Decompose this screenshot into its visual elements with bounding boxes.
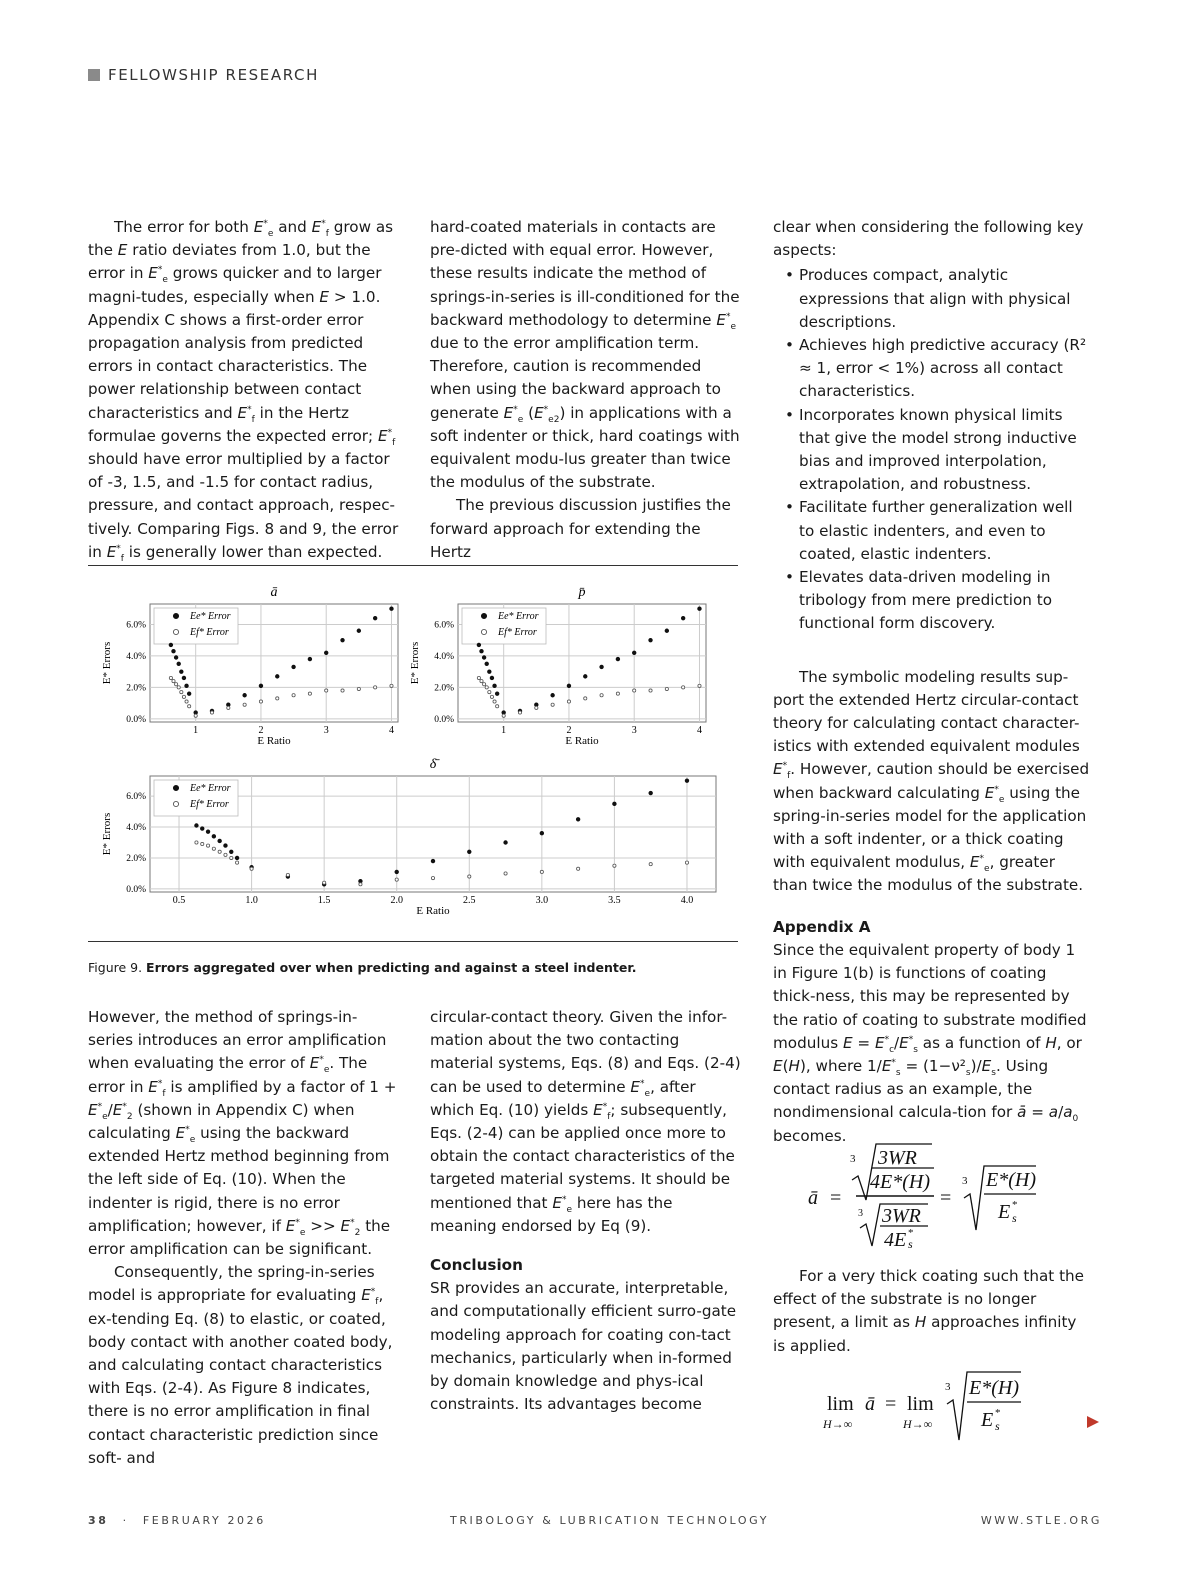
svg-text:3WR: 3WR bbox=[878, 1147, 917, 1169]
paragraph-forward-approach: The previous discussion justifies the forward approach for extending the Hertz bbox=[430, 496, 731, 561]
svg-text:lim: lim bbox=[907, 1393, 934, 1415]
x-tick-label: 0.5 bbox=[172, 895, 186, 906]
data-point-ee bbox=[224, 844, 228, 848]
data-point-ee bbox=[187, 692, 191, 696]
data-point-ef bbox=[567, 700, 570, 703]
legend-label: Ee* Error bbox=[190, 783, 231, 794]
data-point-ef bbox=[323, 881, 326, 884]
data-point-ee bbox=[482, 656, 486, 660]
data-point-ef bbox=[172, 679, 175, 682]
x-tick-label: 3.5 bbox=[608, 895, 621, 906]
data-point-ee bbox=[185, 684, 189, 688]
data-point-ee bbox=[390, 607, 394, 611]
legend-label: Ef* Error bbox=[498, 627, 537, 638]
svg-text:*: * bbox=[908, 1227, 914, 1239]
figure-top-rule bbox=[88, 565, 738, 566]
data-point-ee bbox=[229, 850, 233, 854]
data-point-ef bbox=[540, 870, 543, 873]
data-point-ee bbox=[665, 629, 669, 633]
data-point-ee bbox=[681, 616, 685, 620]
data-point-ee bbox=[206, 830, 210, 834]
data-point-ef bbox=[212, 847, 215, 850]
list-item: • Facilitate further generalization well to elastic indenters, and even to coated, elastic indenters. bbox=[799, 496, 1091, 566]
svg-text:ā: ā bbox=[808, 1187, 818, 1209]
section-header bbox=[88, 66, 319, 84]
x-tick-label: 1.0 bbox=[245, 895, 258, 906]
paragraph-consequently: Consequently, the spring-in-series model is appropriate for evaluating $E^*_f$, ex-tending Eq. (8) to elastic, or coated, body contact with another coated body, and calculating contact characteristics with Eqs. (2-4). As Figure 8 indicates, there is no error amplification in final contact characteristic prediction since soft- and bbox=[88, 1263, 393, 1467]
data-point-ee bbox=[583, 675, 587, 679]
legend-marker bbox=[173, 785, 178, 790]
y-tick-label: 2.0% bbox=[126, 853, 146, 864]
data-point-ef bbox=[359, 883, 362, 886]
paragraph-error-growth: The error for both $E^*_e$ and $E^*_f$ grow as the E ratio deviates from 1.0, but the error in $E^*_e$ grows quicker and to larger magni-tudes, especially when E > 1.0. Appendix C shows a first-order error propagation analysis from predicted errors in contact characteristics. The power relationship between contact characteristics and $E^*_f$ in the Hertz formulae governs the expected error; $E^*_f$ should have error multiplied by a factor of -3, 1.5, and -1.5 for contact radius, pressure, and contact approach, respec-tively. Comparing Figs. 8 and 9, the error in $E^*_f$ is generally lower than expected. bbox=[88, 218, 399, 564]
x-tick-label: 2 bbox=[258, 725, 264, 736]
x-tick-label: 4 bbox=[388, 725, 394, 736]
data-point-ef bbox=[502, 714, 505, 717]
data-point-ee bbox=[504, 841, 508, 845]
x-tick-label: 3.0 bbox=[535, 895, 549, 906]
svg-text:ā: ā bbox=[865, 1393, 875, 1415]
data-point-ef bbox=[649, 689, 652, 692]
data-point-ef bbox=[682, 686, 685, 689]
data-point-ee bbox=[480, 649, 484, 653]
column-1-top bbox=[88, 216, 400, 564]
x-tick-label: 1 bbox=[501, 725, 507, 736]
data-point-ef bbox=[395, 878, 398, 881]
y-tick-label: 2.0% bbox=[434, 683, 454, 694]
legend-label: Ee* Error bbox=[190, 611, 231, 622]
svg-text:4E: 4E bbox=[884, 1229, 907, 1251]
legend-label: Ef* Error bbox=[190, 627, 229, 638]
section-title: FELLOWSHIP RESEARCH bbox=[108, 66, 319, 84]
data-point-ef bbox=[188, 705, 191, 708]
y-tick-label: 6.0% bbox=[126, 792, 146, 803]
list-item: • Elevates data-driven modeling in tribology from mere prediction to functional form discovery. bbox=[799, 566, 1091, 636]
column-2-top bbox=[430, 216, 742, 564]
data-point-ef bbox=[235, 861, 238, 864]
legend-marker bbox=[173, 629, 178, 634]
data-point-ee bbox=[172, 649, 176, 653]
data-point-ef bbox=[584, 697, 587, 700]
y-tick-label: 4.0% bbox=[434, 651, 454, 662]
data-point-ee bbox=[182, 676, 186, 680]
data-point-ef bbox=[468, 875, 471, 878]
svg-text:=: = bbox=[885, 1393, 897, 1415]
x-tick-label: 2.5 bbox=[463, 895, 476, 906]
data-point-ee bbox=[685, 779, 689, 783]
data-point-ef bbox=[493, 700, 496, 703]
svg-text:s: s bbox=[908, 1237, 913, 1251]
data-point-ee bbox=[174, 656, 178, 660]
data-point-ef bbox=[180, 691, 183, 694]
data-point-ef bbox=[483, 683, 486, 686]
y-tick-label: 0.0% bbox=[126, 884, 146, 895]
svg-text:E*(H): E*(H) bbox=[986, 1169, 1036, 1191]
data-point-ef bbox=[169, 676, 172, 679]
data-point-ee bbox=[259, 684, 263, 688]
data-point-ef bbox=[195, 841, 198, 844]
data-point-ee bbox=[698, 607, 702, 611]
svg-text:lim: lim bbox=[827, 1393, 854, 1415]
y-tick-label: 4.0% bbox=[126, 651, 146, 662]
data-point-ee bbox=[632, 651, 636, 655]
column-1-bottom bbox=[88, 1006, 400, 1470]
data-point-ef bbox=[665, 687, 668, 690]
y-tick-label: 0.0% bbox=[434, 714, 454, 725]
x-axis-label: E Ratio bbox=[565, 735, 599, 747]
data-point-ee bbox=[600, 665, 604, 669]
conclusion-title: Conclusion bbox=[430, 1256, 523, 1275]
data-point-ee bbox=[567, 684, 571, 688]
legend-marker bbox=[173, 801, 178, 806]
paragraph-symbolic-results: The symbolic modeling results sup-port the extended Hertz circular-contact theory for calculating contact character-istics with extended equivalent modules $E^*_f$. However, caution should be exercised when backward calculating $E^*_e$ using the spring-in-series model for the application with a soft indenter, or a thick coating with equivalent modulus, $E^*_e$, greater than twice the modulus of the substrate. bbox=[773, 667, 1090, 895]
x-tick-label: 4.0 bbox=[680, 895, 694, 906]
data-point-ef bbox=[224, 853, 227, 856]
data-point-ef bbox=[206, 844, 209, 847]
data-point-ee bbox=[195, 824, 199, 828]
data-point-ef bbox=[227, 706, 230, 709]
data-point-ef bbox=[341, 689, 344, 692]
figure-9-charts bbox=[88, 568, 738, 938]
data-point-ee bbox=[616, 657, 620, 661]
data-point-ee bbox=[395, 870, 399, 874]
data-point-ef bbox=[185, 700, 188, 703]
svg-text:E: E bbox=[981, 1409, 994, 1431]
data-point-ee bbox=[308, 657, 312, 661]
x-tick-label: 3 bbox=[323, 725, 329, 736]
data-point-ee bbox=[212, 835, 216, 839]
chart-title: p̄ bbox=[578, 585, 586, 600]
data-point-ee bbox=[324, 651, 328, 655]
data-point-ef bbox=[182, 695, 185, 698]
equation-limit bbox=[815, 1368, 1055, 1448]
page-number: 38 bbox=[88, 1514, 109, 1527]
legend-marker bbox=[173, 613, 178, 618]
figure-caption: Figure 9. Errors aggregated over when predicting and against a steel indenter. bbox=[88, 960, 637, 975]
data-point-ef bbox=[259, 700, 262, 703]
data-point-ee bbox=[357, 629, 361, 633]
data-point-ee bbox=[218, 839, 222, 843]
data-point-ee bbox=[649, 791, 653, 795]
data-point-ef bbox=[518, 711, 521, 714]
svg-text:H→∞: H→∞ bbox=[823, 1417, 853, 1431]
data-point-ef bbox=[292, 694, 295, 697]
svg-text:s: s bbox=[1012, 1211, 1017, 1225]
data-point-ef bbox=[698, 684, 701, 687]
data-point-ee bbox=[613, 802, 617, 806]
data-point-ee bbox=[180, 670, 184, 674]
svg-text:4E*(H): 4E*(H) bbox=[870, 1171, 930, 1193]
data-point-ef bbox=[250, 867, 253, 870]
data-point-ef bbox=[613, 864, 616, 867]
paragraph-conclusion: SR provides an accurate, interpretable, and computationally efficient surro-gate modeling approach for coating con-tact mechanics, particularly when in-formed by domain knowledge and phys-ical constraints. Its advantages become bbox=[430, 1279, 737, 1414]
data-point-ef bbox=[504, 872, 507, 875]
data-point-ee bbox=[467, 850, 471, 854]
key-aspects-intro: clear when considering the following key aspects: bbox=[773, 218, 1084, 260]
data-point-ef bbox=[685, 861, 688, 864]
data-point-ef bbox=[243, 703, 246, 706]
svg-text:3WR: 3WR bbox=[882, 1205, 921, 1227]
r2-detail: (R² ≈ 1, error < 1%) bbox=[799, 336, 1087, 378]
data-point-ef bbox=[485, 686, 488, 689]
svg-text:=: = bbox=[830, 1187, 842, 1209]
website-link[interactable]: WWW.STLE.ORG bbox=[980, 1514, 1102, 1527]
y-tick-label: 2.0% bbox=[126, 683, 146, 694]
data-point-ef bbox=[551, 703, 554, 706]
y-tick-label: 6.0% bbox=[434, 620, 454, 631]
y-axis-label: E* Errors bbox=[101, 812, 113, 856]
data-point-ee bbox=[485, 662, 489, 666]
data-point-ef bbox=[496, 705, 499, 708]
svg-text:3: 3 bbox=[945, 1381, 951, 1393]
x-axis-label: E Ratio bbox=[416, 905, 450, 917]
paragraph-ill-conditioned: hard-coated materials in contacts are pre-dicted with equal error. However, these results indicate the method of springs-in-series is ill-conditioned for the backward methodology to determine $E^*_e$ due to the error amplification term. Therefore, caution is recommended when using the backward approach to generate $E^*_e$ $(E^*_{e2})$ in applications with a soft indenter or thick, hard coatings with equivalent modu-lus greater than twice the modulus of the substrate. bbox=[430, 218, 740, 492]
journal-name: TRIBOLOGY & LUBRICATION TECHNOLOGY bbox=[450, 1514, 770, 1527]
x-axis-label: E Ratio bbox=[257, 735, 291, 747]
list-item: • Incorporates known physical limits that give the model strong inductive bias and improved interpolation, extrapolation, and robustness. bbox=[799, 404, 1091, 497]
svg-text:E*(H): E*(H) bbox=[969, 1377, 1019, 1399]
figure-bottom-rule bbox=[88, 941, 738, 942]
data-point-ef bbox=[535, 706, 538, 709]
y-tick-label: 0.0% bbox=[126, 714, 146, 725]
x-tick-label: 3 bbox=[631, 725, 637, 736]
data-point-ef bbox=[177, 686, 180, 689]
appendix-a-title: Appendix A bbox=[773, 917, 871, 936]
svg-text:=: = bbox=[940, 1187, 952, 1209]
y-axis-label: E* Errors bbox=[409, 641, 421, 685]
svg-text:H→∞: H→∞ bbox=[903, 1417, 933, 1431]
data-point-ee bbox=[540, 831, 544, 835]
list-item: • Produces compact, analytic expressions that align with physical descriptions. bbox=[799, 264, 1091, 334]
paragraph-circular-contact: circular-contact theory. Given the infor-mation about the two contacting material systems, Eqs. (8) and Eqs. (2-4) can be used to determine $E^*_e$, after which Eq. (10) yields $E^*_f$; subsequently, Eqs. (2-4) can be applied once more to obtain the contact characteristics of the targeted material systems. It should be mentioned that $E^*_e$ here has the meaning endorsed by Eq (9). bbox=[430, 1008, 741, 1235]
data-point-ee bbox=[493, 684, 497, 688]
data-point-ef bbox=[325, 689, 328, 692]
header-square-icon bbox=[88, 69, 100, 81]
data-point-ef bbox=[577, 867, 580, 870]
data-point-ee bbox=[477, 643, 481, 647]
data-point-ef bbox=[357, 687, 360, 690]
data-point-ef bbox=[431, 876, 434, 879]
x-tick-label: 4 bbox=[696, 725, 702, 736]
data-point-ef bbox=[175, 683, 178, 686]
legend-label: Ee* Error bbox=[498, 611, 539, 622]
list-item: • Achieves high predictive accuracy (R² ≈ 1, error < 1%) across all contact characteristics. bbox=[799, 334, 1091, 404]
data-point-ef bbox=[308, 692, 311, 695]
column-3-limit bbox=[773, 1265, 1091, 1358]
data-point-ee bbox=[488, 670, 492, 674]
svg-text:*: * bbox=[1012, 1199, 1018, 1211]
issue-date: FEBRUARY 2026 bbox=[142, 1514, 266, 1527]
data-point-ee bbox=[235, 856, 239, 860]
column-3 bbox=[773, 216, 1091, 1148]
data-point-ee bbox=[341, 638, 345, 642]
data-point-ef bbox=[649, 863, 652, 866]
data-point-ef bbox=[374, 686, 377, 689]
data-point-ef bbox=[201, 842, 204, 845]
equation-a-bar bbox=[800, 1138, 1060, 1254]
data-point-ee bbox=[551, 693, 555, 697]
data-point-ee bbox=[495, 692, 499, 696]
data-point-ee bbox=[177, 662, 181, 666]
x-tick-label: 2.0 bbox=[390, 895, 403, 906]
data-point-ee bbox=[275, 675, 279, 679]
chart-title: ā bbox=[270, 585, 278, 600]
data-point-ee bbox=[576, 818, 580, 822]
y-tick-label: 4.0% bbox=[126, 823, 146, 834]
data-point-ee bbox=[292, 665, 296, 669]
column-2-bottom bbox=[430, 1006, 742, 1416]
x-tick-label: 1 bbox=[193, 725, 199, 736]
data-point-ee bbox=[169, 643, 173, 647]
key-aspects-list bbox=[773, 264, 1091, 635]
data-point-ef bbox=[390, 684, 393, 687]
data-point-ee bbox=[431, 859, 435, 863]
data-point-ef bbox=[488, 691, 491, 694]
svg-text:s: s bbox=[995, 1419, 1000, 1433]
y-tick-label: 6.0% bbox=[126, 620, 146, 631]
paragraph-appendix-a: Since the equivalent property of body 1 in Figure 1(b) is functions of coating thick-ness, this may be represented by the ratio of coating to substrate modified modulus $E = E^*_c/E^*_s$ as a function of H, or E(H), where $1/E^*_s = (1-\nu^2_s)/E_s$. Using contact radius as an example, the nondimensional calcula-tion for ā = $a/a_0$ becomes. bbox=[773, 940, 1087, 1145]
legend-marker bbox=[481, 629, 486, 634]
footer-left: 38 · FEBRUARY 2026 bbox=[88, 1514, 266, 1527]
svg-text:3: 3 bbox=[962, 1175, 968, 1187]
chart-title: δ̄ bbox=[429, 757, 437, 772]
data-point-ef bbox=[276, 697, 279, 700]
data-point-ee bbox=[373, 616, 377, 620]
paragraph-springs-in-series: However, the method of springs-in-series introduces an error amplification when evaluating the error of $E^*_e$. The error in $E^*_f$ is amplified by a factor of $1 + E^*_e/E^*_2$ (shown in Appendix C) when calculating $E^*_e$ using the backward extended Hertz method beginning from the left side of Eq. (10). When the indenter is rigid, there is no error amplification; however, if $E^*_e >> E^*_2$ the error amplification can be significant. bbox=[88, 1008, 397, 1259]
data-point-ef bbox=[490, 695, 493, 698]
paragraph-thick-coating: For a very thick coating such that the effect of the substrate is no longer present, a limit as H approaches infinity is applied. bbox=[773, 1267, 1085, 1355]
data-point-ee bbox=[243, 693, 247, 697]
continue-arrow-icon bbox=[1086, 1415, 1100, 1429]
data-point-ef bbox=[210, 711, 213, 714]
x-tick-label: 1.5 bbox=[317, 895, 331, 906]
svg-text:*: * bbox=[995, 1407, 1001, 1419]
data-point-ef bbox=[633, 689, 636, 692]
data-point-ee bbox=[200, 827, 204, 831]
y-axis-label: E* Errors bbox=[101, 641, 113, 685]
svg-text:E: E bbox=[998, 1201, 1011, 1223]
legend-label: Ef* Error bbox=[190, 799, 229, 810]
data-point-ef bbox=[218, 850, 221, 853]
x-tick-label: 2 bbox=[566, 725, 572, 736]
data-point-ef bbox=[230, 856, 233, 859]
svg-text:3: 3 bbox=[858, 1208, 863, 1219]
data-point-ef bbox=[600, 694, 603, 697]
data-point-ef bbox=[194, 714, 197, 717]
svg-text:3: 3 bbox=[850, 1153, 856, 1165]
legend-marker bbox=[481, 613, 486, 618]
data-point-ef bbox=[477, 676, 480, 679]
data-point-ef bbox=[480, 679, 483, 682]
data-point-ee bbox=[649, 638, 653, 642]
data-point-ef bbox=[616, 692, 619, 695]
data-point-ef bbox=[286, 873, 289, 876]
data-point-ee bbox=[490, 676, 494, 680]
